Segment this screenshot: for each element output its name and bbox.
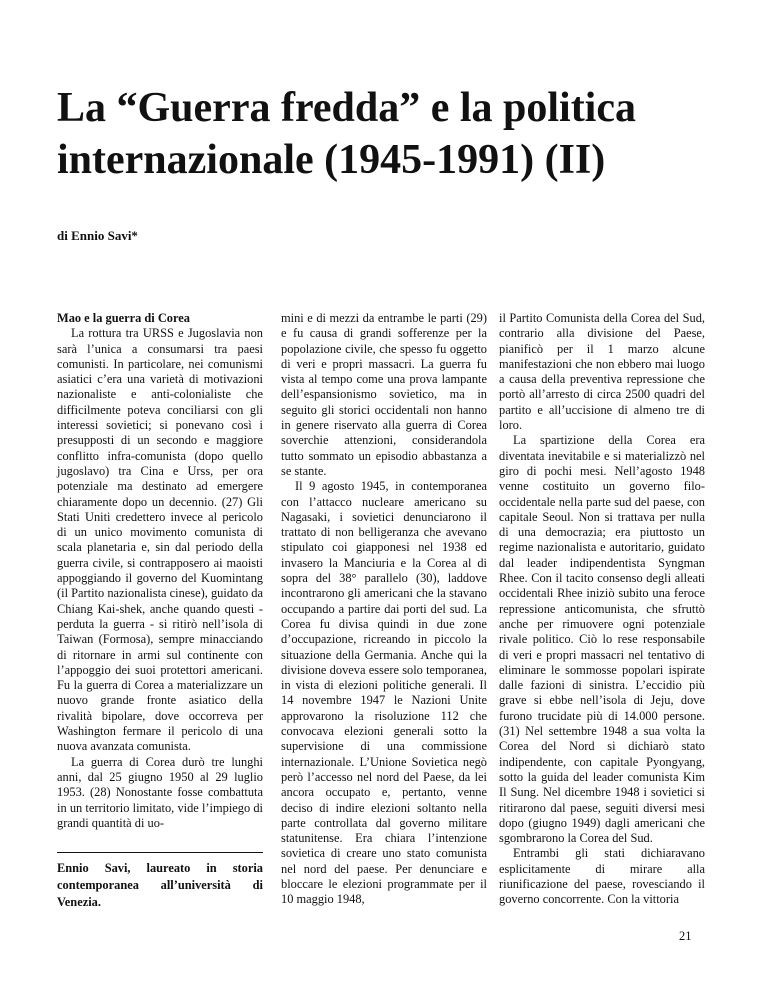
paragraph: La guerra di Corea durò tre lunghi anni, dal 25 giugno 1950 al 29 luglio 1953. (28) Nonostante fosse combattuta in un territorio limitato, vide l’impiego di grandi quantità di uo- xyxy=(57,754,263,830)
page-number: 21 xyxy=(679,929,692,943)
paragraph: La spartizione della Corea era diventata inevitabile e si materializzò nel giro di pochi mesi. Nell’agosto 1948 venne costituito un governo filo-occidentale nella parte sud del paese, con capitale Seoul. Non si trattava per nulla di una democrazia; era piuttosto un regime nazionalista e autoritario, guidato dal leader indipendentista Syngman Rhee. Con il tacito consenso degli alleati occidentali Rhee iniziò subito una feroce repressione anticomunista, che sfruttò anche per rimuovere ogni potenziale rivale politico. Ciò lo rese responsabile di veri e propri massacri nel tentativo di eliminare le sommosse popolari ispirate dalle fazioni di sinistra. L’eccidio più grave si ebbe nell’isola di Jeju, dove furono trucidate più di 14.000 persone. (31) Nel settembre 1948 a sua volta la Corea del Nord si dichiarò stato indipendente, con capitale Pyongyang, sotto la guida del leader comunista Kim Il Sung. Nel dicembre 1948 i sovietici si ritirarono dal paese, seguiti diversi mesi dopo (giugno 1949) dagli americani che sgombrarono la Corea del Sud. xyxy=(499,433,705,846)
text-column-3 xyxy=(499,311,705,908)
text-column-2 xyxy=(281,311,487,908)
text-column-1 xyxy=(57,311,263,831)
paragraph: il Partito Comunista della Corea del Sud, contrario alla divisione del Paese, pianificò per il 1 marzo alcune manifestazioni che non ebbero mai luogo a causa della preventiva repressione che portò all’arresto di circa 2500 quadri del partito e all’uccisione di almeno tre di loro. xyxy=(499,311,705,433)
paragraph: Il 9 agosto 1945, in contemporanea con l’attacco nucleare americano su Nagasaki, i sovietici denunciarono il trattato di non belligeranza che avevano stipulato coi giapponesi nel 1938 ed invasero la Manciuria e la Corea al di sopra del 38° parallelo (30), laddove incontrarono gli americani che la stavano occupando a partire dai porti del sud. La Corea fu divisa quindi in due zone d’occupazione, ricreando in piccolo la situazione della Germania. Anche qui la divisione doveva essere solo temporanea, in vista di elezioni politiche generali. Il 14 novembre 1947 le Nazioni Unite approvarono la risoluzione 112 che convocava elezioni generali sotto la supervisione di una commissione internazionale. L’Unione Sovietica negò però l’accesso nel nord del Paese, da lei ancora occupato e, pertanto, venne deciso di indire elezioni soltanto nella parte controllata dal governo militare statunitense. Era chiara l’intenzione sovietica di creare uno stato comunista nel nord del paese. Per denunciare e bloccare le elezioni programmate per il 10 maggio 1948, xyxy=(281,479,487,907)
paragraph: mini e di mezzi da entrambe le parti (29) e fu causa di grandi sofferenze per la popolazione civile, che spesso fu oggetto di veri e propri massacri. La guerra fu vista al tempo come una prova lampante dell’espansionismo sovietico, ma in seguito gli storici occidentali non hanno in genere riservato alla guerra di Corea soverchie attenzioni, considerandola tutto sommato un episodio abbastanza a se stante. xyxy=(281,311,487,478)
section-heading: Mao e la guerra di Corea xyxy=(57,311,190,325)
author-footnote: Ennio Savi, laureato in storia contemporanea all’università di Venezia. xyxy=(57,861,263,909)
paragraph: La rottura tra URSS e Jugoslavia non sarà l’unica a consumarsi tra paesi comunisti. In particolare, nei comunismi asiatici c’era una varietà di motivazioni nazionaliste e anti-colonialiste che difficilmente poteva conciliarsi con gli interessi sovietici; si ponevano così i presupposti di un secondo e maggiore conflitto infra-comunista (dopo quello jugoslavo) tra Cina e Urss, per ora potenziale ma destinato ad emergere chiaramente dopo un decennio. (27) Gli Stati Uniti credettero invece al pericolo di un unico movimento comunista di scala planetaria e, sin dal periodo della guerra civile, si contrapposero ai maoisti appoggiando il governo del Kuomintang (il Partito nazionalista cinese), guidato da Chiang Kai-shek, anche quando questi - perduta la guerra - si ritirò nell’isola di Taiwan (Formosa), sempre minacciando di ritornare in armi sul continente con l’appoggio dei suoi protettori americani. Fu la guerra di Corea a materializzare un nuovo grande fronte asiatico della rivalità bipolare, dove occorreva per Washington fermare il pericolo di una nuova avanzata comunista. xyxy=(57,326,263,754)
footnote-divider xyxy=(57,852,263,853)
article-byline: di Ennio Savi* xyxy=(57,228,138,243)
article-title: La “Guerra fredda” e la politica internazionale (1945-1991) (II) xyxy=(57,85,636,183)
paragraph: Entrambi gli stati dichiaravano esplicitamente di mirare alla riunificazione del paese, rovesciando il governo concorrente. Con la vittoria xyxy=(499,846,705,907)
